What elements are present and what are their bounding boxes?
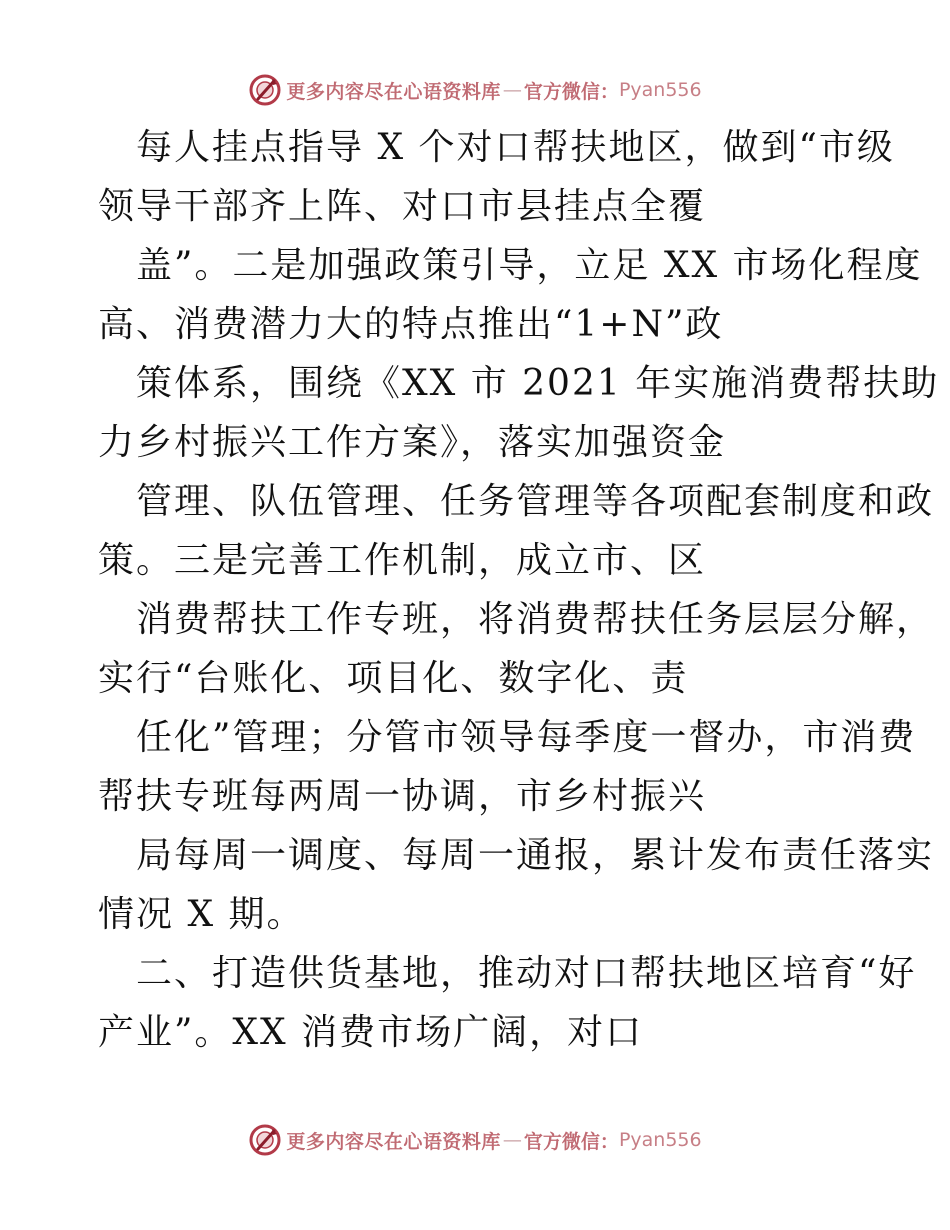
text-line: 产业”。XX 消费市场广阔，对口 bbox=[98, 1012, 644, 1053]
watermark-official-label: 官方微信： bbox=[523, 1130, 619, 1153]
watermark-wechat-id: Pyan556 bbox=[618, 1129, 702, 1151]
text-line: 局每周一调度、每周一通报，累计发布责任落实 bbox=[136, 835, 935, 876]
text-line: 高、消费潜力大的特点推出“1+N”政 bbox=[98, 304, 724, 345]
logo-icon bbox=[248, 1123, 282, 1157]
text-line: 管理、队伍管理、任务管理等各项配套制度和政 bbox=[136, 481, 935, 522]
footer-watermark bbox=[0, 1120, 950, 1160]
text-line: 二、打造供货基地，推动对口帮扶地区培育“好 bbox=[136, 953, 917, 994]
text-line: 帮扶专班每两周一协调，市乡村振兴 bbox=[98, 776, 707, 817]
watermark-site-text: 更多内容尽在心语资料库 bbox=[286, 80, 501, 103]
watermark-separator: — bbox=[502, 1129, 522, 1151]
watermark-official-label: 官方微信： bbox=[523, 80, 619, 103]
text-line: 任化”管理；分管市领导每季度一督办，市消费 bbox=[136, 717, 917, 758]
text-line: 领导干部齐上阵、对口市县挂点全覆 bbox=[98, 186, 707, 227]
text-line: 情况 X 期。 bbox=[98, 894, 305, 935]
text-line: 消费帮扶工作专班，将消费帮扶任务层层分解， bbox=[136, 599, 935, 640]
text-line: 力乡村振兴工作方案》，落实加强资金 bbox=[98, 422, 727, 463]
text-line: 策。三是完善工作机制，成立市、区 bbox=[98, 540, 707, 581]
document-body bbox=[98, 118, 940, 1062]
text-line: 策体系，围绕《XX 市 2021 年实施消费帮扶助 bbox=[136, 363, 940, 404]
watermark-wechat-id: Pyan556 bbox=[618, 79, 702, 101]
text-line: 每人挂点指导 X 个对口帮扶地区，做到“市级 bbox=[136, 127, 895, 168]
text-line: 盖”。二是加强政策引导，立足 XX 市场化程度 bbox=[136, 245, 923, 286]
text-line: 实行“台账化、项目化、数字化、责 bbox=[98, 658, 689, 699]
watermark-site-text: 更多内容尽在心语资料库 bbox=[286, 1130, 501, 1153]
header-watermark bbox=[0, 70, 950, 110]
logo-icon bbox=[248, 73, 282, 107]
watermark-separator: — bbox=[502, 79, 522, 101]
